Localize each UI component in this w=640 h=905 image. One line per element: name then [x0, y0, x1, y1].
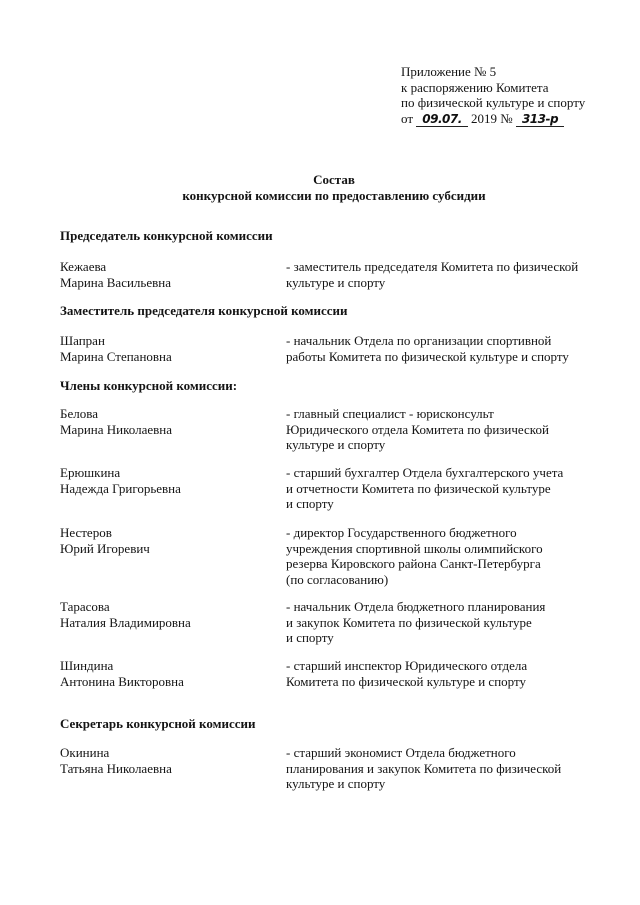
section-heading-members: Члены конкурсной комиссии:: [60, 378, 238, 393]
member-surname: Окинина: [60, 745, 110, 760]
section-heading-chair: Председатель конкурсной комиссии: [60, 228, 273, 243]
handwritten-date: 09.07.: [422, 111, 462, 126]
document-title: [0, 172, 640, 203]
position-line: и спорту: [286, 630, 334, 645]
section-heading-secretary: Секретарь конкурсной комиссии: [60, 716, 256, 731]
appendix-number: Приложение № 5: [401, 64, 497, 79]
title-line-2: конкурсной комиссии по предоставлению субсидии: [182, 187, 486, 203]
member-position: [286, 333, 606, 364]
position-line: учреждения спортивной школы олимпийского: [286, 540, 543, 556]
position-line: Комитета по физической культуре и спорту: [286, 673, 526, 689]
position-line: - директор Государственного бюджетного: [286, 525, 517, 540]
member-surname: Шапран: [60, 333, 105, 348]
position-line: планирования и закупок Комитета по физической: [286, 760, 562, 776]
member-given-name: Наталия Владимировна: [60, 614, 191, 630]
position-line: - старший инспектор Юридического отдела: [286, 658, 528, 673]
member-surname: Белова: [60, 406, 98, 421]
position-line: культуре и спорту: [286, 274, 386, 290]
member-name: [60, 525, 280, 556]
number-blank: [516, 112, 564, 127]
position-line: - главный специалист - юрисконсульт: [286, 406, 494, 421]
member-name: [60, 406, 280, 437]
position-line: - начальник Отдела бюджетного планирования: [286, 599, 546, 614]
appendix-committee: по физической культуре и спорту: [401, 95, 586, 110]
position-line: и отчетности Комитета по физической культуре: [286, 480, 551, 496]
member-name: [60, 658, 280, 689]
member-given-name: Юрий Игоревич: [60, 540, 150, 556]
member-name: [60, 333, 280, 364]
member-name: [60, 599, 280, 630]
member-given-name: Надежда Григорьевна: [60, 480, 181, 496]
member-position: [286, 406, 606, 453]
member-surname: Ерюшкина: [60, 465, 121, 480]
member-position: [286, 525, 606, 587]
section-heading-deputy: Заместитель председателя конкурсной комиссии: [60, 303, 348, 318]
position-line: работы Комитета по физической культуре и спорту: [286, 348, 569, 364]
member-name: [60, 465, 280, 496]
position-line: культуре и спорту: [286, 776, 386, 791]
member-given-name: Марина Васильевна: [60, 274, 171, 290]
member-surname: Тарасова: [60, 599, 110, 614]
member-given-name: Марина Степановна: [60, 348, 172, 364]
member-position: [286, 259, 606, 290]
position-line: Юридического отдела Комитета по физической: [286, 421, 549, 437]
member-given-name: Татьяна Николаевна: [60, 760, 172, 776]
position-line: - начальник Отдела по организации спортивной: [286, 333, 552, 348]
handwritten-number: 313-р: [521, 111, 559, 126]
position-line: (по согласованию): [286, 571, 389, 587]
position-line: резерва Кировского района Санкт-Петербурга: [286, 556, 541, 571]
position-line: - старший бухгалтер Отдела бухгалтерского учета: [286, 465, 564, 480]
member-position: [286, 599, 606, 646]
date-blank: [416, 112, 468, 127]
member-position: [286, 465, 606, 512]
member-given-name: Антонина Викторовна: [60, 673, 184, 689]
member-given-name: Марина Николаевна: [60, 421, 172, 437]
member-position: [286, 745, 606, 792]
member-surname: Нестеров: [60, 525, 112, 540]
position-line: и закупок Комитета по физической культуре: [286, 614, 532, 630]
member-surname: Кежаева: [60, 259, 107, 274]
member-surname: Шиндина: [60, 658, 114, 673]
date-year: 2019 №: [471, 110, 513, 126]
position-line: - старший экономист Отдела бюджетного: [286, 745, 516, 760]
appendix-date-line: [401, 111, 621, 127]
position-line: и спорту: [286, 496, 334, 511]
member-position: [286, 658, 606, 689]
appendix-order-ref: к распоряжению Комитета: [401, 79, 549, 95]
title-line-1: Состав: [313, 172, 355, 187]
position-line: культуре и спорту: [286, 437, 386, 452]
date-prefix: от: [401, 110, 414, 126]
member-name: [60, 259, 280, 290]
appendix-header: [401, 64, 621, 127]
position-line: - заместитель председателя Комитета по физической: [286, 259, 579, 274]
member-name: [60, 745, 280, 776]
